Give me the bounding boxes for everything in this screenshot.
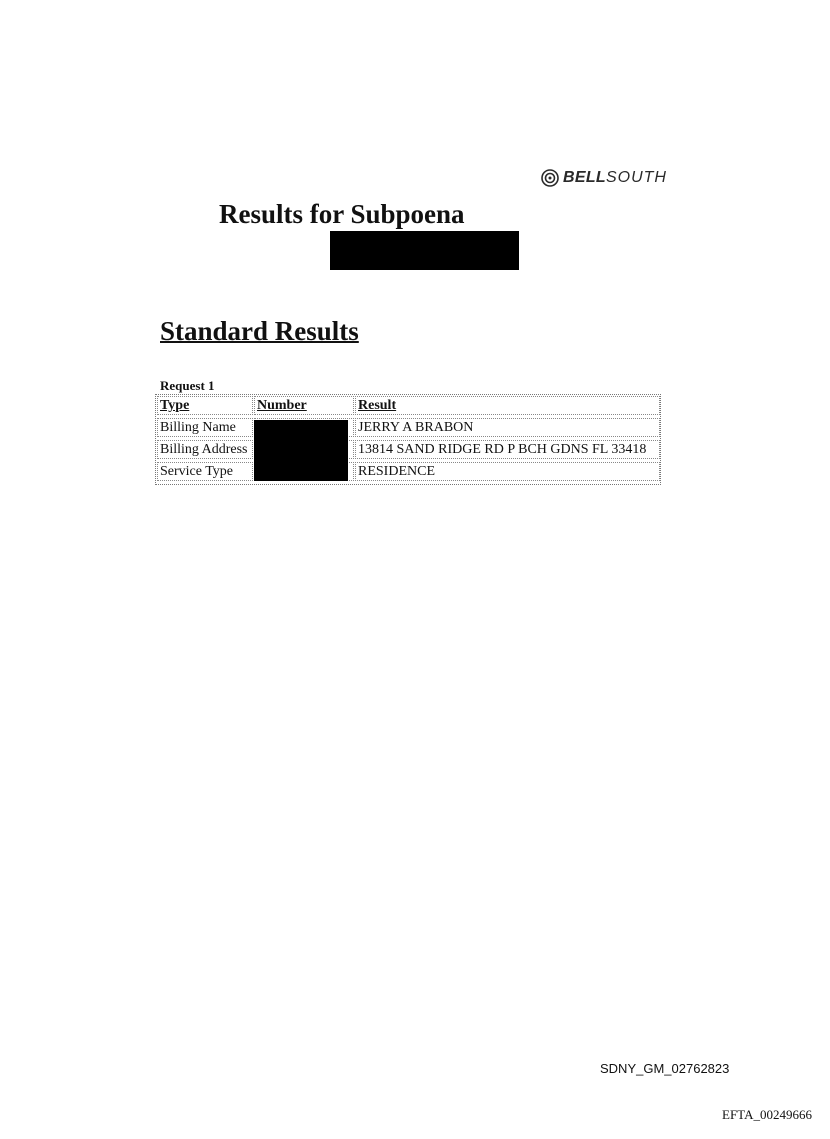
table-header-row	[156, 395, 660, 415]
cell-type: Service Type	[157, 462, 253, 481]
table-row	[156, 439, 660, 459]
bellsouth-logo	[541, 167, 667, 189]
table-row	[156, 461, 660, 481]
redaction-block-subpoena-id	[330, 231, 519, 270]
table-row	[156, 417, 660, 437]
redaction-block-numbers	[254, 420, 348, 481]
header-number: Number	[254, 396, 354, 415]
header-result: Result	[355, 396, 660, 415]
results-table	[155, 394, 661, 485]
standard-results-heading: Standard Results	[160, 316, 359, 346]
cell-result: JERRY A BRABON	[355, 418, 660, 437]
bellsouth-bell-icon	[541, 169, 559, 187]
logo-word-south: SOUTH	[605, 169, 667, 186]
header-type: Type	[157, 396, 253, 415]
bates-number: SDNY_GM_02762823	[600, 1061, 730, 1076]
efta-number: EFTA_00249666	[722, 1107, 812, 1122]
request-label: Request 1	[160, 378, 215, 393]
logo-word-bell: BELL	[563, 169, 606, 186]
logo-word	[563, 169, 667, 187]
cell-result: RESIDENCE	[355, 462, 660, 481]
cell-type: Billing Name	[157, 418, 253, 437]
page-title: Results for Subpoena	[219, 199, 465, 229]
cell-type: Billing Address	[157, 440, 253, 459]
cell-result: 13814 SAND RIDGE RD P BCH GDNS FL 33418	[355, 440, 660, 459]
